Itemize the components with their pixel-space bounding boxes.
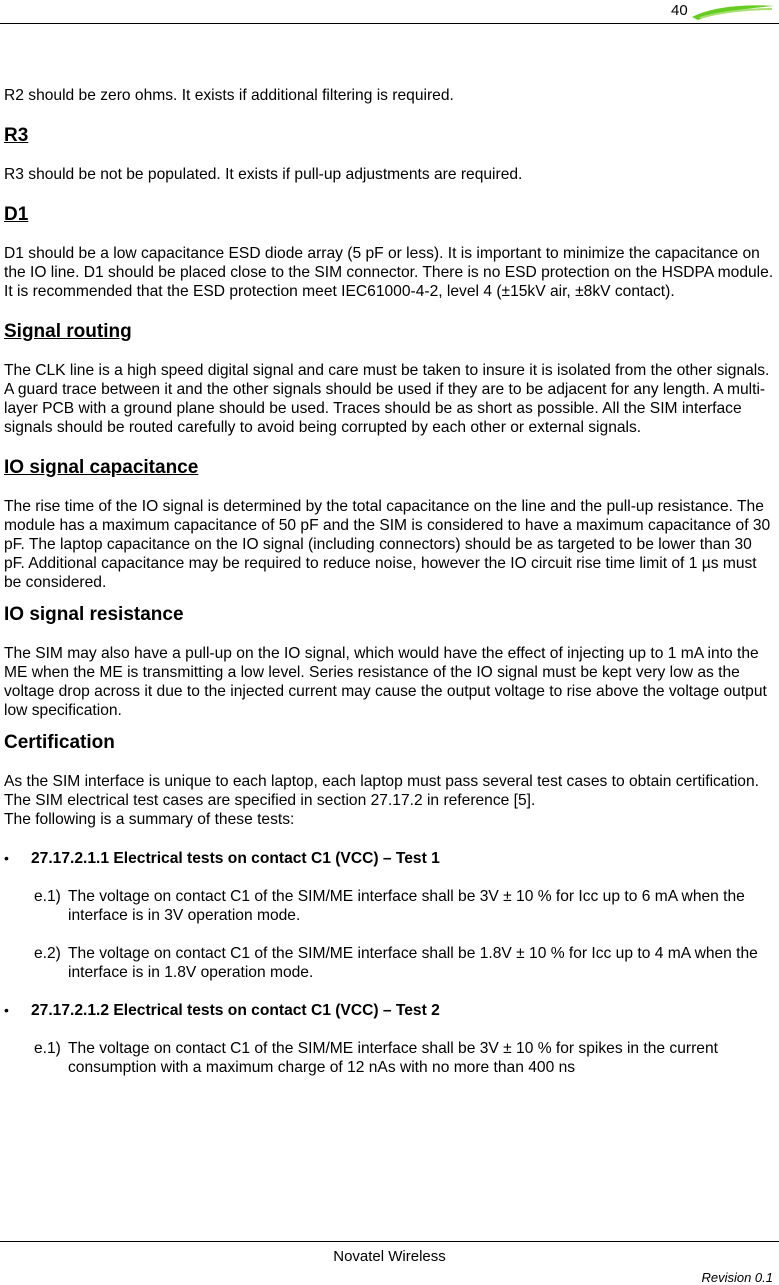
paragraph-d1: D1 should be a low capacitance ESD diode array (5 pF or less). It is important to minimize the capacitance on the IO line. D1 should be placed close to the SIM connector. There is no ESD protection on the HSDPA module. It is recommended that the ESD protection meet IEC61000-4-2, level 4 (±15kV air, ±8kV contact). [4, 245, 774, 300]
test-2-title: 27.17.2.1.2 Electrical tests on contact C1 (VCC) – Test 2 [31, 1002, 440, 1019]
item-label: e.2) [34, 945, 61, 962]
paragraph-certification: As the SIM interface is unique to each laptop, each laptop must pass several test cases to obtain certification. The SIM electrical test cases are specified in section 27.17.2 in reference [5]. [4, 773, 759, 809]
test-1-item-e1 [34, 887, 774, 925]
header-rule [0, 23, 779, 24]
footer-revision: Revision 0.1 [701, 1270, 773, 1285]
test-1-item-e2 [34, 944, 774, 982]
footer-company: Novatel Wireless [333, 1248, 446, 1265]
item-label: e.1) [34, 1040, 61, 1057]
page-number: 40 [671, 2, 688, 19]
bullet-test-1 [4, 849, 774, 868]
heading-io-signal-capacitance: IO signal capacitance [4, 457, 199, 478]
test-1-title: 27.17.2.1.1 Electrical tests on contact C1 (VCC) – Test 1 [31, 850, 440, 867]
item-text: The voltage on contact C1 of the SIM/ME interface shall be 3V ± 10 % for Icc up to 6 mA when the interface is in 3V operation mode. [68, 888, 745, 924]
heading-certification: Certification [4, 732, 115, 753]
paragraph-summary-intro: The following is a summary of these tests: [4, 811, 295, 828]
paragraph-r3: R3 should be not be populated. It exists if pull-up adjustments are required. [4, 166, 523, 183]
bullet-dot: • [4, 1002, 9, 1018]
page-body [4, 86, 774, 1077]
heading-io-signal-resistance: IO signal resistance [4, 604, 184, 625]
novatel-swoosh-logo-icon [688, 2, 776, 22]
paragraph-io-signal-capacitance: The rise time of the IO signal is determined by the total capacitance on the line and the pull-up resistance. The module has a maximum capacitance of 50 pF and the SIM is considered to have a maximum capacitance of 30 pF. The laptop capacitance on the IO signal (including connectors) should be as targeted to be lower than 30 pF. Additional capacitance may be required to reduce noise, however the IO circuit rise time limit of 1 µs must be considered. [4, 498, 771, 591]
item-label: e.1) [34, 888, 61, 905]
footer-rule [0, 1241, 779, 1242]
heading-d1: D1 [4, 204, 29, 225]
heading-signal-routing: Signal routing [4, 321, 132, 342]
paragraph-io-signal-resistance: The SIM may also have a pull-up on the IO signal, which would have the effect of injecting up to 1 mA into the ME when the ME is transmitting a low level. Series resistance of the IO signal must be kept very low as the voltage drop across it due to the injected current may cause the output voltage to rise above the voltage output low specification. [4, 645, 767, 719]
paragraph-signal-routing: The CLK line is a high speed digital signal and care must be taken to insure it is isolated from the other signals. A guard trace between it and the other signals should be used if they are to be adjacent for any length. A multi-layer PCB with a ground plane should be used. Traces should be as short as possible. All the SIM interface signals should be routed carefully to avoid being corrupted by each other or external signals. [4, 362, 770, 436]
item-text: The voltage on contact C1 of the SIM/ME interface shall be 1.8V ± 10 % for Icc up to 4 mA when the interface is in 1.8V operation mode. [68, 945, 758, 981]
heading-r3: R3 [4, 125, 29, 146]
item-text: The voltage on contact C1 of the SIM/ME interface shall be 3V ± 10 % for spikes in the current consumption with a maximum charge of 12 nAs with no more than 400 ns [68, 1040, 718, 1076]
bullet-dot: • [4, 850, 9, 866]
test-2-item-e1 [34, 1039, 774, 1077]
bullet-test-2 [4, 1001, 774, 1020]
paragraph-r2: R2 should be zero ohms. It exists if additional filtering is required. [4, 87, 454, 104]
